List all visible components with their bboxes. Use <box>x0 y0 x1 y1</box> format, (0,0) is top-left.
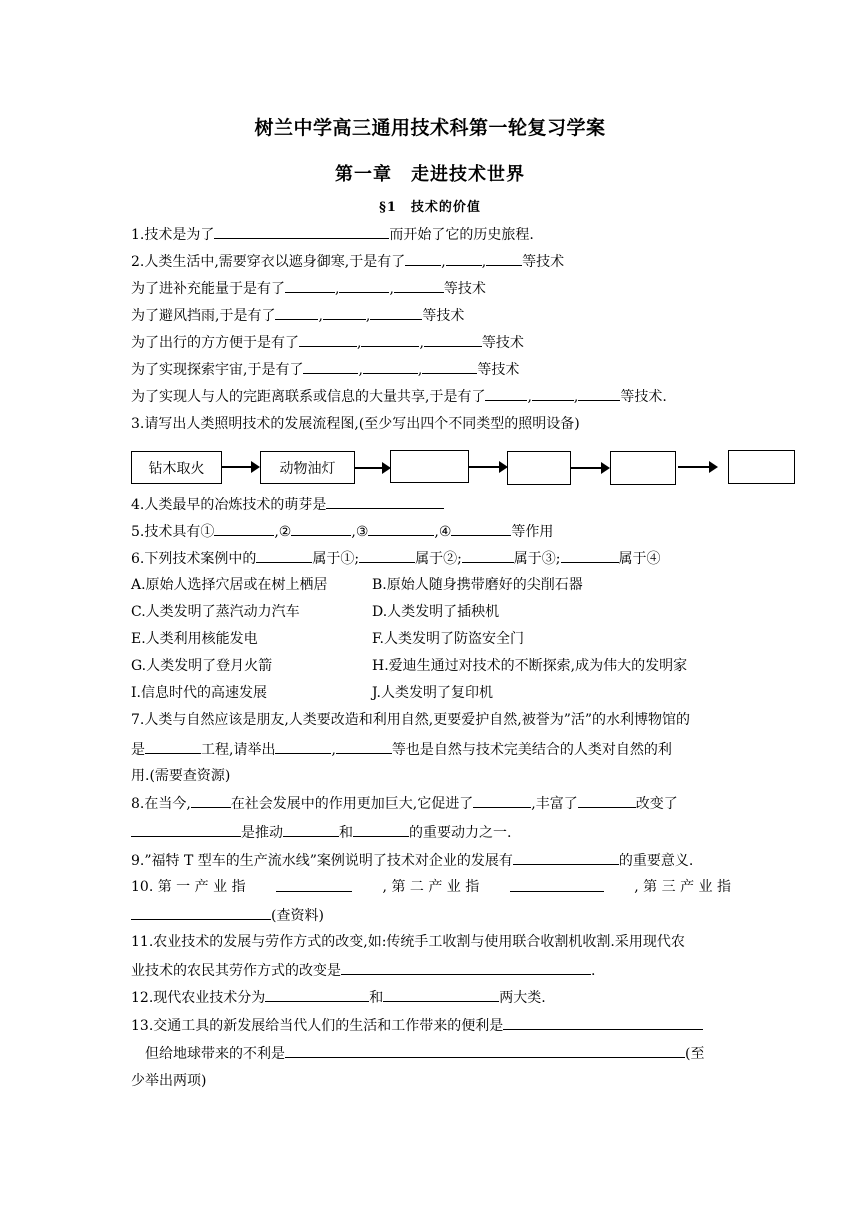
flow-box-6[interactable] <box>728 450 795 484</box>
blank[interactable] <box>383 987 499 1002</box>
blank[interactable] <box>532 386 574 401</box>
blank[interactable] <box>424 332 482 347</box>
blank[interactable] <box>131 822 241 837</box>
blank[interactable] <box>578 386 620 401</box>
option-h: H.爱迪生通过对技术的不断探索,成为伟大的发明家 <box>372 658 688 674</box>
flow-arrow <box>469 466 506 468</box>
blank[interactable] <box>561 548 619 563</box>
option-e: E.人类利用核能发电 <box>131 631 258 647</box>
question-13-line-1: 13.交通工具的新发展给当代人们的生活和工作带来的便利是 <box>131 1015 703 1036</box>
blank[interactable] <box>214 521 274 536</box>
question-5: 5.技术具有① ,② ,③ ,④ 等作用 <box>131 521 553 542</box>
blank[interactable] <box>578 793 636 808</box>
blank[interactable] <box>326 494 444 509</box>
blank[interactable] <box>510 877 604 892</box>
question-7-line-3: 用.(需要查资源) <box>131 768 231 784</box>
blank[interactable] <box>265 987 369 1002</box>
question-7-line-2: 是 工程,请举出 , 等也是自然与技术完美结合的人类对自然的利 <box>131 739 672 760</box>
blank[interactable] <box>451 521 511 536</box>
option-b: B.原始人随身携带磨好的尖削石器 <box>372 577 583 593</box>
question-12: 12.现代农业技术分为 和 两大类. <box>131 987 546 1008</box>
blank[interactable] <box>336 739 392 754</box>
flow-arrow <box>571 467 608 469</box>
flow-box-4[interactable] <box>507 451 571 485</box>
blank[interactable] <box>256 548 312 563</box>
question-11-line-1: 11.农业技术的发展与劳作方式的改变,如:传统手工收割与使用联合收割机收割.采用现代农 <box>131 934 685 950</box>
flow-box-3[interactable] <box>390 450 469 483</box>
blank[interactable] <box>405 251 441 266</box>
question-2-line-6: 为了实现人与人的完距离联系或信息的大量共享,于是有了 , , 等技术. <box>131 386 667 407</box>
question-1: 1.技术是为了 而开始了它的历史旅程. <box>131 224 534 245</box>
blank[interactable] <box>486 251 522 266</box>
question-2-line-4: 为了出行的方方便于是有了 , , 等技术 <box>131 332 524 353</box>
question-2-line-3: 为了避风挡雨,于是有了 , , 等技术 <box>131 305 464 326</box>
blank[interactable] <box>513 850 619 865</box>
blank[interactable] <box>285 1043 685 1058</box>
blank[interactable] <box>422 359 477 374</box>
blank[interactable] <box>214 224 389 239</box>
option-a: A.原始人选择穴居或在树上栖居 <box>131 577 328 593</box>
blank[interactable] <box>145 739 201 754</box>
blank[interactable] <box>276 877 352 892</box>
question-6: 6.下列技术案例中的 属于①; 属于②; 属于③; 属于④ <box>131 548 661 569</box>
blank[interactable] <box>503 1015 703 1030</box>
blank[interactable] <box>299 332 357 347</box>
blank[interactable] <box>303 359 358 374</box>
section-title: §1 技术的价值 <box>379 200 481 215</box>
question-13-line-2: 但给地球带来的不利是 (至 <box>145 1043 704 1064</box>
blank[interactable] <box>341 960 591 975</box>
question-11-line-2: 业技术的农民其劳作方式的改变是 . <box>131 960 595 981</box>
blank[interactable] <box>361 332 419 347</box>
blank[interactable] <box>191 793 231 808</box>
question-2-line-5: 为了实现探索宇宙,于是有了 , , 等技术 <box>131 359 519 380</box>
option-f: F.人类发明了防盗安全门 <box>372 631 524 647</box>
option-j: J.人类发明了复印机 <box>372 685 493 701</box>
flow-box-2: 动物油灯 <box>260 451 355 484</box>
blank[interactable] <box>283 822 339 837</box>
blank[interactable] <box>131 905 271 920</box>
option-g: G.人类发明了登月火箭 <box>131 658 273 674</box>
blank[interactable] <box>285 278 335 293</box>
chapter-title: 第一章 走进技术世界 <box>335 164 525 185</box>
blank[interactable] <box>291 521 351 536</box>
question-8-line-1: 8.在当今, 在社会发展中的作用更加巨大,它促进了 ,丰富了 改变了 <box>131 793 678 814</box>
flow-box-1: 钻木取火 <box>131 451 222 484</box>
blank[interactable] <box>359 548 415 563</box>
question-2-line-2: 为了进补充能量于是有了 , , 等技术 <box>131 278 486 299</box>
document-title: 树兰中学高三通用技术科第一轮复习学案 <box>254 117 606 139</box>
blank[interactable] <box>339 278 389 293</box>
flow-arrow <box>355 467 389 469</box>
question-9: 9.”福特 T 型车的生产流水线”案例说明了技术对企业的发展有 的重要意义. <box>131 850 693 871</box>
question-4: 4.人类最早的冶炼技术的萌芽是 <box>131 494 444 515</box>
question-13-line-3: 少举出两项) <box>131 1073 207 1089</box>
question-10-line-1: 10. 第 一 产 业 指 , 第 二 产 业 指 , 第 三 产 业 指 <box>131 879 731 895</box>
blank[interactable] <box>462 548 514 563</box>
blank[interactable] <box>323 305 366 320</box>
question-10-line-2: (查资料) <box>131 905 324 926</box>
question-8-line-2: 是推动 和 的重要动力之一. <box>131 822 511 843</box>
option-c: C.人类发明了蒸汽动力汽车 <box>131 604 300 620</box>
blank[interactable] <box>394 278 444 293</box>
blank[interactable] <box>446 251 482 266</box>
blank[interactable] <box>353 822 409 837</box>
flow-box-5[interactable] <box>610 451 676 485</box>
flow-arrow <box>678 466 716 468</box>
question-3: 3.请写出人类照明技术的发展流程图,(至少写出四个不同类型的照明设备) <box>131 416 580 432</box>
option-i: I.信息时代的高速发展 <box>131 685 267 701</box>
blank[interactable] <box>473 793 531 808</box>
blank[interactable] <box>275 305 318 320</box>
question-2-line-1: 2.人类生活中,需要穿衣以遮身御寒,于是有了 , , 等技术 <box>131 251 564 272</box>
blank[interactable] <box>370 305 422 320</box>
blank[interactable] <box>485 386 527 401</box>
question-7-line-1: 7.人类与自然应该是朋友,人类要改造和利用自然,更要爱护自然,被誉为”活”的水利博物馆的 <box>131 712 691 728</box>
flow-arrow <box>222 466 258 468</box>
option-d: D.人类发明了插秧机 <box>372 604 500 620</box>
blank[interactable] <box>363 359 418 374</box>
blank[interactable] <box>368 521 434 536</box>
blank[interactable] <box>275 739 331 754</box>
